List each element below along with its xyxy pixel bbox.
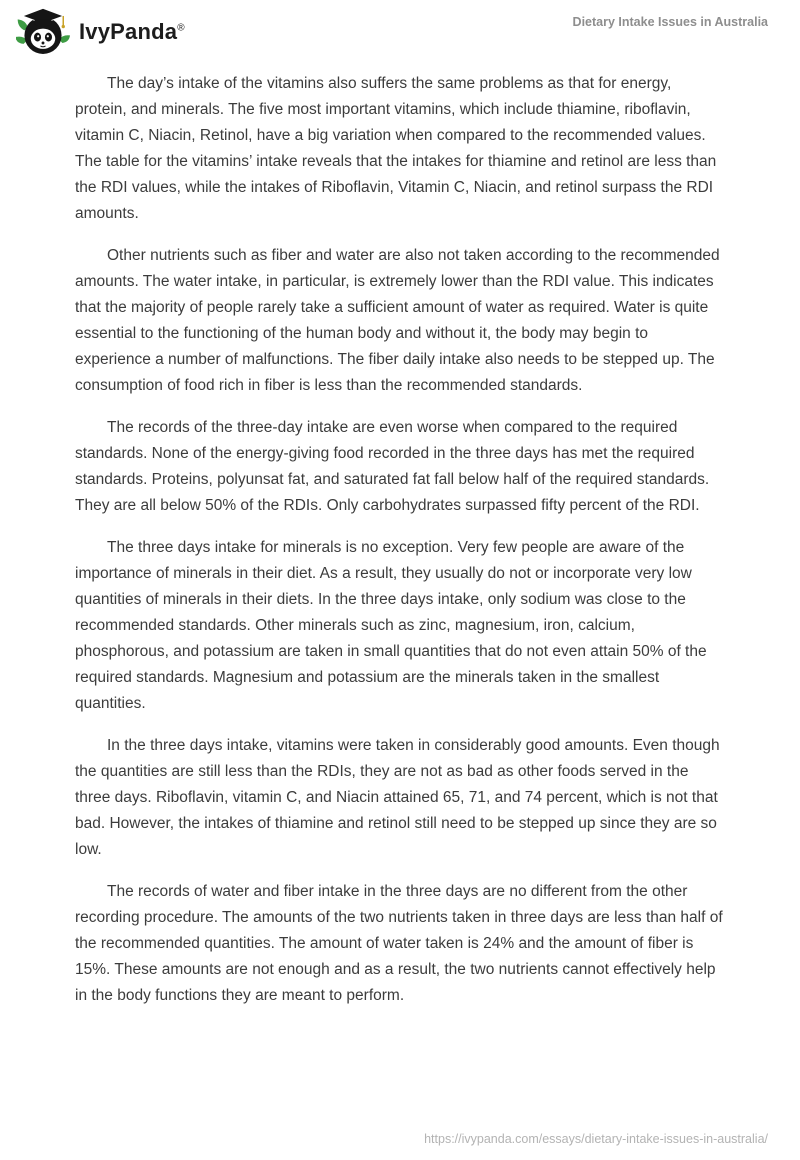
essay-content bbox=[75, 71, 723, 1025]
registered-mark: ® bbox=[177, 22, 185, 34]
source-url[interactable]: https://ivypanda.com/essays/dietary-intake-issues-in-australia/ bbox=[424, 1132, 768, 1146]
essay-paragraph: The day’s intake of the vitamins also suffers the same problems as that for energy, protein, and minerals. The five most important vitamins, which include thiamine, riboflavin, vitamin C, Niacin, Retinol, have a big variation when compared to the recommended values. The table for the vitamins’ intake reveals that the intakes for thiamine and retinol are less than the RDI values, while the intakes of Riboflavin, Vitamin C, Niacin, and retinol surpass the RDI amounts. bbox=[75, 75, 717, 222]
brand-name: IvyPanda® bbox=[79, 19, 185, 44]
essay-paragraph: The records of the three-day intake are even worse when compared to the required standards. None of the energy-giving food recorded in the three days has met the required standards. Proteins, polyunsat fat, and saturated fat fall below half of the required standards. They are all below 50% of the RDIs. Only carbohydrates surpassed fifty percent of the RDI. bbox=[75, 419, 710, 514]
brand[interactable] bbox=[16, 5, 185, 59]
document-title: Dietary Intake Issues in Australia bbox=[572, 15, 768, 29]
ivypanda-logo-icon bbox=[16, 5, 70, 59]
essay-paragraph: The three days intake for minerals is no exception. Very few people are aware of the importance of minerals in their diet. As a result, they usually do not or incorporate very low quantities of minerals in their diets. In the three days intake, only sodium was close to the recommended standards. Other minerals such as zinc, magnesium, iron, calcium, phosphorous, and potassium are taken in small quantities that do not even attain 50% of the required standards. Magnesium and potassium are the minerals taken in the smallest quantities. bbox=[75, 539, 707, 712]
page-header bbox=[0, 0, 800, 64]
essay-paragraph: Other nutrients such as fiber and water are also not taken according to the recommended amounts. The water intake, in particular, is extremely lower than the RDI value. This indicates that the majority of people rarely take a sufficient amount of water as required. Water is quite essential to the functioning of the human body and without it, the body may begin to experience a number of malfunctions. The fiber daily intake also needs to be stepped up. The consumption of food rich in fiber is less than the recommended standards. bbox=[75, 247, 720, 394]
page-footer bbox=[424, 1130, 768, 1148]
essay-paragraph: In the three days intake, vitamins were taken in considerably good amounts. Even though the quantities are still less than the RDIs, they are not as bad as other foods served in the three days. Riboflavin, vitamin C, and Niacin attained 65, 71, and 74 percent, which is not that bad. However, the intakes of thiamine and retinol still need to be stepped up since they are so low. bbox=[75, 737, 720, 858]
essay-paragraph: The records of water and fiber intake in the three days are no different from the other recording procedure. The amounts of the two nutrients taken in three days are less than half of the recommended quantities. The amount of water taken is 24% and the amount of fiber is 15%. These amounts are not enough and as a result, the two nutrients cannot effectively help in the body functions they are meant to perform. bbox=[75, 883, 723, 1004]
